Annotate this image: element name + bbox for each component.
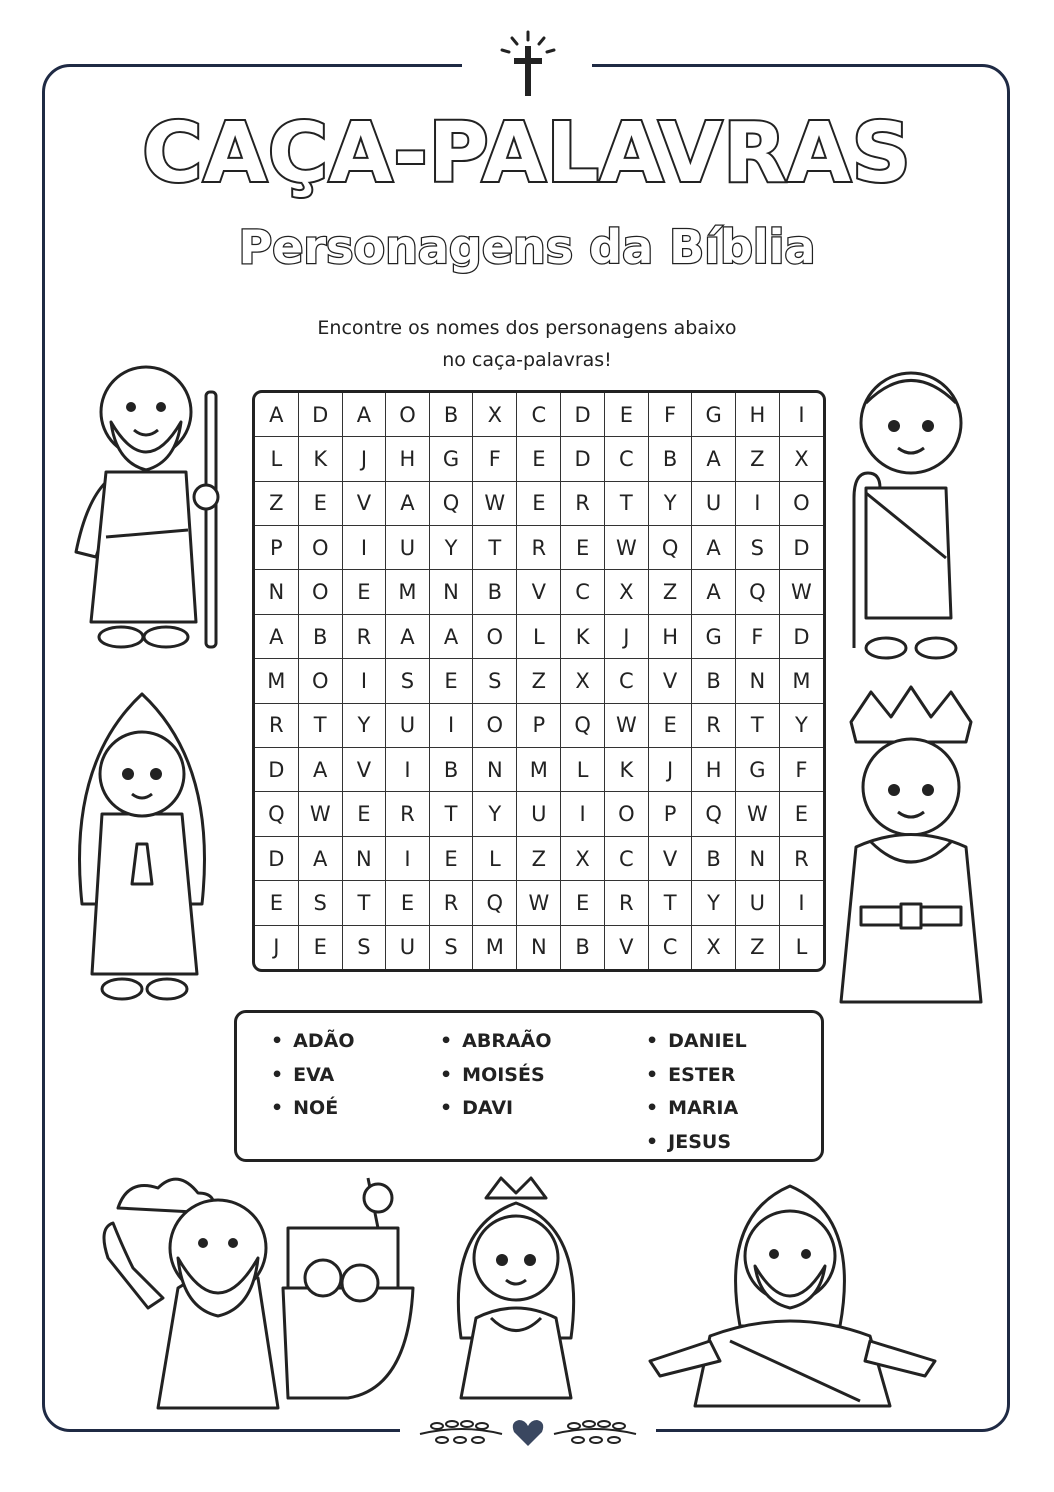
grid-cell[interactable]: I <box>561 792 604 836</box>
mary-illustration <box>62 684 222 1014</box>
grid-cell[interactable]: S <box>386 659 430 703</box>
word-list-column-1 <box>271 1025 355 1126</box>
grid-cell[interactable]: S <box>735 525 779 569</box>
grid-cell[interactable]: Q <box>473 881 517 925</box>
grid-cell[interactable]: M <box>473 925 517 969</box>
grid-cell[interactable]: G <box>692 614 735 658</box>
grid-cell[interactable]: R <box>517 525 561 569</box>
grid-cell[interactable]: R <box>561 481 604 525</box>
grid-cell[interactable]: U <box>692 481 735 525</box>
grid-cell[interactable]: W <box>779 570 823 614</box>
grid-cell[interactable]: O <box>298 659 342 703</box>
grid-cell[interactable]: A <box>342 393 385 437</box>
grid-cell[interactable]: D <box>779 525 823 569</box>
grid-cell[interactable]: Z <box>255 481 298 525</box>
grid-cell[interactable]: V <box>517 570 561 614</box>
grid-cell[interactable]: A <box>692 525 735 569</box>
grid-cell[interactable]: B <box>429 748 472 792</box>
grid-cell[interactable]: E <box>517 437 561 481</box>
grid-cell[interactable]: I <box>342 525 385 569</box>
word-item: • DAVI <box>440 1092 552 1126</box>
grid-cell[interactable]: U <box>735 881 779 925</box>
word-item: • MOISÉS <box>440 1059 552 1093</box>
grid-cell[interactable]: W <box>517 881 561 925</box>
grid-cell[interactable]: N <box>473 748 517 792</box>
instructions: Encontre os nomes dos personagens abaixo no caça-palavras! <box>317 317 737 371</box>
grid-cell[interactable]: K <box>604 748 648 792</box>
grid-cell[interactable]: P <box>255 525 298 569</box>
grid-cell[interactable]: F <box>735 614 779 658</box>
grid-cell[interactable]: Z <box>735 437 779 481</box>
grid-cell[interactable]: Q <box>648 525 691 569</box>
moses-illustration <box>66 352 236 662</box>
grid-cell[interactable]: O <box>386 393 430 437</box>
word-list <box>234 1010 824 1162</box>
grid-cell[interactable]: F <box>779 748 823 792</box>
grid-cell[interactable]: Q <box>255 792 298 836</box>
word-item: • ESTER <box>646 1059 747 1093</box>
grid-cell[interactable]: T <box>298 703 342 747</box>
king-illustration <box>836 682 986 1012</box>
grid-cell[interactable]: V <box>648 836 691 880</box>
grid-cell[interactable]: H <box>692 748 735 792</box>
grid-cell[interactable]: T <box>648 881 691 925</box>
grid-cell[interactable]: E <box>429 659 472 703</box>
grid-cell[interactable]: H <box>386 437 430 481</box>
page-subtitle: Personagens da Bíblia <box>238 220 816 274</box>
grid-cell[interactable]: U <box>386 525 430 569</box>
word-item: • NOÉ <box>271 1092 355 1126</box>
grid-cell[interactable]: A <box>692 437 735 481</box>
grid-cell[interactable]: L <box>473 836 517 880</box>
grid-cell[interactable]: X <box>779 437 823 481</box>
grid-cell[interactable]: V <box>342 481 385 525</box>
grid-cell[interactable]: U <box>386 925 430 969</box>
grid-cell[interactable]: A <box>429 614 472 658</box>
grid-cell[interactable]: W <box>604 703 648 747</box>
grid-cell[interactable]: G <box>735 748 779 792</box>
grid-cell[interactable]: Z <box>517 659 561 703</box>
grid-cell[interactable]: E <box>342 570 385 614</box>
grid-cell[interactable]: I <box>386 748 430 792</box>
grid-cell[interactable]: U <box>386 703 430 747</box>
grid-cell[interactable]: Z <box>735 925 779 969</box>
word-item: • ADÃO <box>271 1025 355 1059</box>
grid-cell[interactable]: K <box>561 614 604 658</box>
grid-cell[interactable]: E <box>648 703 691 747</box>
grid-cell[interactable]: W <box>298 792 342 836</box>
grid-cell[interactable]: B <box>298 614 342 658</box>
word-item: • ABRAÃO <box>440 1025 552 1059</box>
grid-cell[interactable]: T <box>429 792 472 836</box>
noah-ark-illustration <box>88 1168 418 1418</box>
grid-cell[interactable]: S <box>473 659 517 703</box>
grid-cell[interactable]: Q <box>561 703 604 747</box>
grid-cell[interactable]: L <box>255 437 298 481</box>
grid-cell[interactable]: D <box>298 393 342 437</box>
grid-cell[interactable]: Q <box>429 481 472 525</box>
grid-cell[interactable]: O <box>298 570 342 614</box>
grid-cell[interactable]: A <box>386 481 430 525</box>
grid-cell[interactable]: E <box>298 481 342 525</box>
grid-cell[interactable]: W <box>604 525 648 569</box>
word-item: • DANIEL <box>646 1025 747 1059</box>
grid-cell[interactable]: E <box>561 525 604 569</box>
grid-cell[interactable]: Y <box>429 525 472 569</box>
grid-cell[interactable]: N <box>735 836 779 880</box>
grid-cell[interactable]: I <box>735 481 779 525</box>
grid-cell[interactable]: F <box>648 393 691 437</box>
queen-esther-illustration <box>446 1168 586 1400</box>
grid-cell[interactable]: L <box>517 614 561 658</box>
grid-cell[interactable]: D <box>561 437 604 481</box>
grid-cell[interactable]: B <box>648 437 691 481</box>
word-item: • JESUS <box>646 1126 747 1160</box>
grid-cell[interactable]: U <box>517 792 561 836</box>
grid-cell[interactable]: H <box>648 614 691 658</box>
grid-cell[interactable]: Y <box>779 703 823 747</box>
grid-cell[interactable]: M <box>386 570 430 614</box>
grid-cell[interactable]: R <box>604 881 648 925</box>
grid-cell[interactable]: C <box>561 570 604 614</box>
word-item: • MARIA <box>646 1092 747 1126</box>
grid-cell[interactable]: B <box>561 925 604 969</box>
word-list-column-2 <box>440 1025 552 1126</box>
grid-cell[interactable]: T <box>735 703 779 747</box>
grid-cell[interactable]: N <box>517 925 561 969</box>
cross-icon <box>490 24 566 100</box>
grid-cell[interactable]: A <box>298 836 342 880</box>
grid-cell[interactable]: A <box>255 393 298 437</box>
grid-cell[interactable]: H <box>735 393 779 437</box>
grid-cell[interactable]: T <box>342 881 385 925</box>
grid-cell[interactable]: A <box>255 614 298 658</box>
word-search-grid <box>252 390 826 972</box>
grid-cell[interactable]: S <box>429 925 472 969</box>
grid-cell[interactable]: O <box>473 614 517 658</box>
grid-cell[interactable]: R <box>342 614 385 658</box>
grid-cell[interactable]: R <box>429 881 472 925</box>
grid-cell[interactable]: N <box>429 570 472 614</box>
grid-cell[interactable]: T <box>604 481 648 525</box>
grid-cell[interactable]: Y <box>342 703 385 747</box>
grid-cell[interactable]: V <box>604 925 648 969</box>
grid-cell[interactable]: J <box>342 437 385 481</box>
grid-cell[interactable]: K <box>298 437 342 481</box>
grid-cell[interactable]: V <box>342 748 385 792</box>
word-item: • EVA <box>271 1059 355 1093</box>
grid-cell[interactable]: D <box>561 393 604 437</box>
grid-cell[interactable]: C <box>604 836 648 880</box>
grid-cell[interactable]: J <box>648 748 691 792</box>
grid-cell[interactable]: B <box>429 393 472 437</box>
grid-cell[interactable]: E <box>561 881 604 925</box>
grid-cell[interactable]: M <box>517 748 561 792</box>
grid-cell[interactable]: E <box>517 481 561 525</box>
grid-cell[interactable]: X <box>561 659 604 703</box>
grid-cell[interactable]: Z <box>517 836 561 880</box>
grid-cell[interactable]: I <box>386 836 430 880</box>
grid-cell[interactable]: G <box>429 437 472 481</box>
grid-cell[interactable]: I <box>429 703 472 747</box>
grid-cell[interactable]: R <box>779 836 823 880</box>
grid-cell[interactable]: S <box>342 925 385 969</box>
grid-cell[interactable]: X <box>604 570 648 614</box>
grid-cell[interactable]: C <box>517 393 561 437</box>
page-title: CAÇA-PALAVRAS <box>142 106 912 201</box>
grid-cell[interactable]: E <box>298 925 342 969</box>
grid-cell[interactable]: N <box>342 836 385 880</box>
grid-cell[interactable]: B <box>473 570 517 614</box>
grid-cell[interactable]: I <box>779 881 823 925</box>
grid-cell[interactable]: P <box>648 792 691 836</box>
grid-cell[interactable]: R <box>692 703 735 747</box>
shepherd-boy-illustration <box>836 348 976 668</box>
grid-cell[interactable]: E <box>429 836 472 880</box>
grid-cell[interactable]: O <box>604 792 648 836</box>
grid-cell[interactable]: E <box>779 792 823 836</box>
grid-cell[interactable]: Q <box>692 792 735 836</box>
jesus-illustration <box>640 1176 946 1408</box>
grid-cell[interactable]: Z <box>648 570 691 614</box>
grid-cell[interactable]: B <box>692 836 735 880</box>
grid-cell[interactable]: L <box>779 925 823 969</box>
grid-cell[interactable]: J <box>255 925 298 969</box>
grid-cell[interactable]: Y <box>692 881 735 925</box>
grid-cell[interactable]: B <box>692 659 735 703</box>
grid-cell[interactable]: A <box>386 614 430 658</box>
grid-cell[interactable]: W <box>735 792 779 836</box>
grid-cell[interactable]: J <box>604 614 648 658</box>
grid-cell[interactable]: O <box>298 525 342 569</box>
grid-cell[interactable]: T <box>473 525 517 569</box>
grid-cell[interactable]: E <box>342 792 385 836</box>
grid-cell[interactable]: N <box>735 659 779 703</box>
grid-cell[interactable]: V <box>648 659 691 703</box>
grid-cell[interactable]: X <box>561 836 604 880</box>
grid-cell[interactable]: I <box>342 659 385 703</box>
grid-cell[interactable]: X <box>473 393 517 437</box>
grid-cell[interactable]: D <box>255 836 298 880</box>
grid-cell[interactable]: F <box>473 437 517 481</box>
grid-cell[interactable]: M <box>255 659 298 703</box>
grid-cell[interactable]: I <box>779 393 823 437</box>
grid-cell[interactable]: E <box>386 881 430 925</box>
grid-cell[interactable]: P <box>517 703 561 747</box>
grid-cell[interactable]: A <box>692 570 735 614</box>
grid-cell[interactable]: G <box>692 393 735 437</box>
grid-cell[interactable]: O <box>473 703 517 747</box>
grid-cell[interactable]: E <box>604 393 648 437</box>
grid-cell[interactable]: R <box>386 792 430 836</box>
grid-cell[interactable]: C <box>604 437 648 481</box>
grid-cell[interactable]: D <box>255 748 298 792</box>
grid-cell[interactable]: O <box>779 481 823 525</box>
grid-cell[interactable]: X <box>692 925 735 969</box>
grid-cell[interactable]: C <box>604 659 648 703</box>
grid-cell[interactable]: N <box>255 570 298 614</box>
grid-cell[interactable]: L <box>561 748 604 792</box>
grid-cell[interactable]: C <box>648 925 691 969</box>
grid-cell[interactable]: D <box>779 614 823 658</box>
grid-cell[interactable]: A <box>298 748 342 792</box>
grid-cell[interactable]: E <box>255 881 298 925</box>
grid-cell[interactable]: M <box>779 659 823 703</box>
grid-cell[interactable]: Y <box>648 481 691 525</box>
word-list-column-3 <box>646 1025 747 1159</box>
heart-ornament <box>412 1412 644 1456</box>
grid-cell[interactable]: S <box>298 881 342 925</box>
grid-cell[interactable]: R <box>255 703 298 747</box>
grid-cell[interactable]: W <box>473 481 517 525</box>
grid-cell[interactable]: Y <box>473 792 517 836</box>
grid-cell[interactable]: Q <box>735 570 779 614</box>
